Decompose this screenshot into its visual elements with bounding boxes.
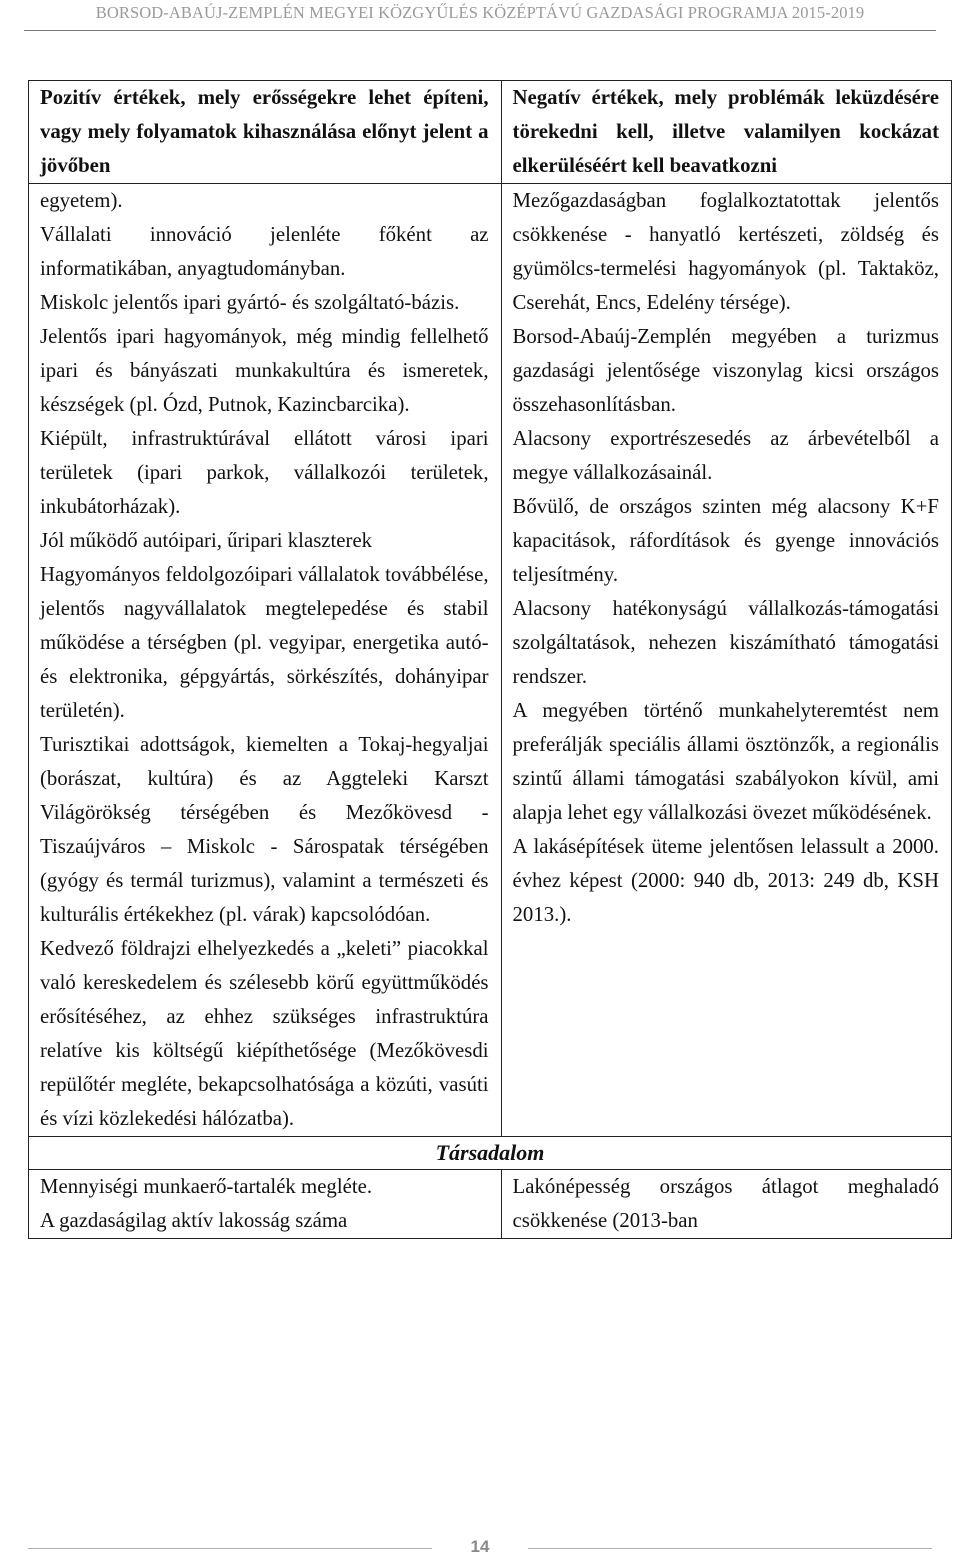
strengths-header: Pozitív értékek, mely erősségekre lehet építeni, vagy mely folyamatok kihasználása előnyt jelent a jövőben <box>40 86 489 177</box>
society-strengths-cell <box>29 1170 502 1239</box>
weakness-item: Alacsony exportrészesedés az árbevételből a megye vállalkozásainál. <box>512 427 939 484</box>
weaknesses-header: Negatív értékek, mely problémák leküzdésére törekedni kell, illetve valamilyen kockázat elkerüléséért kell beavatkozni <box>512 86 939 177</box>
swot-table <box>28 80 952 1239</box>
strength-item: Jól működő autóipari, űripari klaszterek <box>40 529 373 552</box>
weakness-item: Mezőgazdaságban foglalkoztatottak jelentős csökkenése - hanyatló kertészeti, zöldség és gyümölcs-termelési hagyományok (pl. Taktaköz, Cserehát, Encs, Edelény térsége). <box>512 189 939 314</box>
section-row <box>29 1137 952 1170</box>
section-title: Társadalom <box>29 1137 952 1170</box>
weakness-item: Bővülő, de országos szinten még alacsony K+F kapacitások, ráfordítások és gyenge innovációs teljesítmény. <box>512 495 939 586</box>
weakness-item: A lakásépítések üteme jelentősen lelassult a 2000. évhez képest (2000: 940 db, 2013: 249 db, KSH 2013.). <box>512 835 939 926</box>
strengths-header-cell <box>29 81 502 184</box>
society-weaknesses-cell <box>501 1170 951 1239</box>
strength-item: egyetem). <box>40 189 123 212</box>
weakness-item: A megyében történő munkahelyteremtést nem preferálják speciális állami ösztönzők, a regionális szintű állami támogatási szabályokon kívül, ami alapja lehet egy vállalkozási övezet működésének. <box>512 699 939 824</box>
weakness-item: Borsod-Abaúj-Zemplén megyében a turizmus gazdasági jelentősége viszonylag kicsi országos összehasonlításban. <box>512 325 939 416</box>
society-weakness-item: Lakónépesség országos átlagot meghaladó csökkenése (2013-ban <box>512 1175 939 1232</box>
footer-rule-right <box>528 1548 932 1549</box>
page-number: 14 <box>470 1537 490 1556</box>
strengths-cell <box>29 184 502 1137</box>
strength-item: Miskolc jelentős ipari gyártó- és szolgáltató-bázis. <box>40 291 460 314</box>
weaknesses-cell <box>501 184 951 1137</box>
strength-item: Kiépült, infrastruktúrával ellátott városi ipari területek (ipari parkok, vállalkozói területek, inkubátorházak). <box>40 427 489 518</box>
strength-item: Hagyományos feldolgozóipari vállalatok továbbélése, jelentős nagyvállalatok megtelepedése és stabil működése a térségben (pl. vegyipar, energetika autó- és elektronika, gépgyártás, sörkészítés, dohányipar területén). <box>40 563 489 722</box>
society-strength-item: Mennyiségi munkaerő-tartalék megléte. <box>40 1175 373 1198</box>
society-row <box>29 1170 952 1239</box>
running-header: BORSOD-ABAÚJ-ZEMPLÉN MEGYEI KÖZGYŰLÉS KÖZÉPTÁVÚ GAZDASÁGI PROGRAMJA 2015-2019 <box>95 3 865 22</box>
strength-item: Turisztikai adottságok, kiemelten a Tokaj-hegyaljai (borászat, kultúra) és az Aggteleki Karszt Világörökség térségében és Mezőkövesd - Tiszaújváros – Miskolc - Sárospatak térségében (gyógy és termál turizmus), valamint a természeti és kulturális értékekhez (pl. várak) kapcsolódóan. <box>40 733 489 926</box>
weaknesses-header-cell <box>501 81 951 184</box>
table-header-row <box>29 81 952 184</box>
strength-item: Vállalati innováció jelenléte főként az informatikában, anyagtudományban. <box>40 223 489 280</box>
economy-row <box>29 184 952 1137</box>
weakness-item: Alacsony hatékonyságú vállalkozás-támogatási szolgáltatások, nehezen kiszámítható támogatási rendszer. <box>512 597 939 688</box>
society-strength-item: A gazdaságilag aktív lakosság száma <box>40 1209 348 1232</box>
header-divider <box>24 30 936 31</box>
strength-item: Kedvező földrajzi elhelyezkedés a „keleti” piacokkal való kereskedelem és szélesebb körű együttműködés erősítéséhez, az ehhez szükséges infrastruktúra relatíve kis költségű kiépíthetősége (Mezőkövesdi repülőtér megléte, bekapcsolhatósága a közúti, vasúti és vízi közlekedési hálózatba). <box>40 937 489 1130</box>
strength-item: Jelentős ipari hagyományok, még mindig fellelhető ipari és bányászati munkakultúra és ismeretek, készségek (pl. Ózd, Putnok, Kazincbarcika). <box>40 325 489 416</box>
